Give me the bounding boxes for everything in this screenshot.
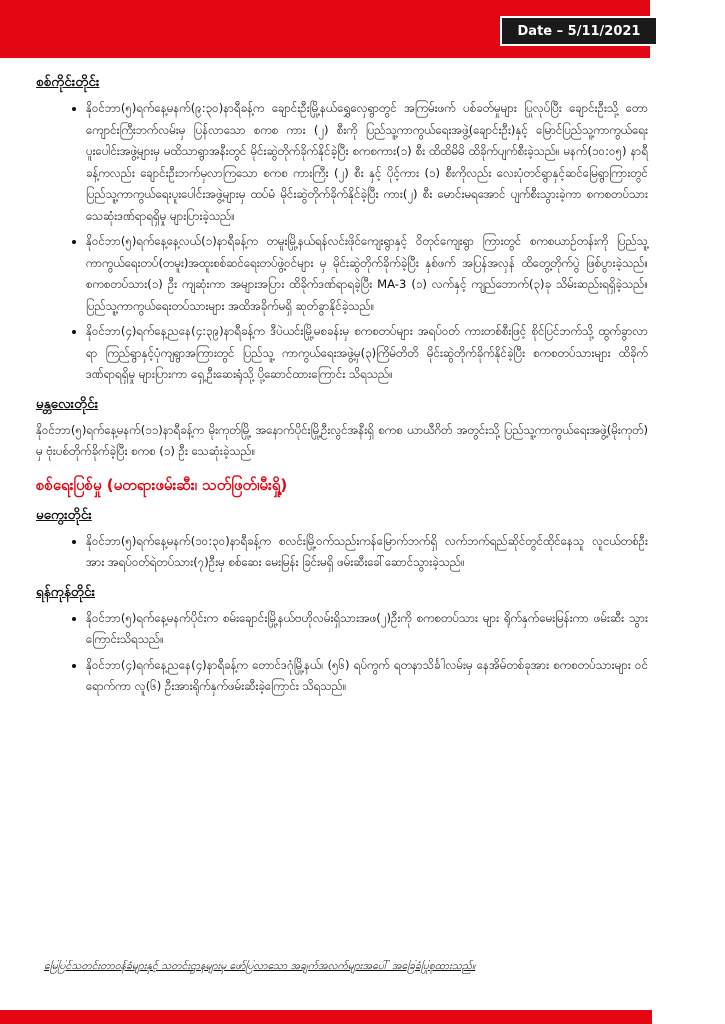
section-title-magway: မကွေးတိုင်း [36, 506, 92, 523]
list-item: • နိုဝင်ဘာ(၅)ရက်နေ့မနက်(၁၀:၃၀)နာရီခန့်က စလင်းမြို့ဝက်သည်းကန်မြောက်ဘက်ရှိ လက်ဘက်ရည်ဆိုင်တွင်ထိုင်နေသူ လူငယ်တစ်ဦးအား အရပ်ဝတ်ရဲတပ်သား(၇)ဦးမှ စစ်ဆေး မေးမြန်း ခြင်းမရှိ ဖမ်းဆီးခေါ်ဆောင်သွားခဲ့သည်။ [86, 531, 648, 574]
report-content [36, 70, 648, 704]
mandalay-paragraph: နိုဝင်ဘာ(၅)ရက်နေ့မနက်(၁၁)နာရီခန့်က မိုးကုတ်မြို့ အနောက်ပိုင်းမြို့ဦးလွင်အနီးရှိ စကစ ယာယီဂိတ် အတွင်းသို့ ပြည်သူ့ကာကွယ်ရေးအဖွဲ့(မိုးကုတ်) မှ ဗုံးပစ်တိုက်ခိုက်ခဲ့ပြီး စကစ (၁) ဦး သေဆုံးခဲ့သည်။ [36, 422, 648, 458]
list-item: • နိုဝင်ဘာ(၅)ရက်နေ့နေ့လယ်(၁)နာရီခန့်က တမူးမြို့နယ်ရန်လင်းဖိုင်ကျေးရွာနှင့် ဝိတုင်ကျေးရွာ ကြားတွင် စကစယာဉ်တန်းကို ပြည်သူ့ကာကွယ်ရေးတပ်(တမူး)အထူးစစ်ဆင်ရေးတပ်ဖွဲ့ဝင်များ မှ မိုင်းဆွဲတိုက်ခိုက်ခဲ့ပြီး နှစ်ဖက် အပြန်အလှန် ထိတွေ့တိုက်ပွဲ ဖြစ်ပွားခဲ့သည်။စကစတပ်သား(၁) ဦး ကျဆုံးကာ အများအပြား ထိခိုက်ဒဏ်ရာရခဲ့ပြီး MA-3 (၁) လက်နှင့် ကျည်ဘောက်(၃)ခု သိမ်းဆည်းရရှိခဲ့သည်။ပြည်သူ့ကာကွယ်ရေးတပ်သားများ အထိအခိုက်မရှိ ဆုတ်ခွာနိုင်ခဲ့သည်။ [86, 231, 648, 317]
section-title-yangon: ရန်ကုန်တိုင်း [36, 583, 95, 600]
list-item: • နိုဝင်ဘာ(၅)ရက်နေ့မနက်ပိုင်းက စမ်းချောင်းမြို့နယ်ဗဟိုလမ်းရှိသားအဖ(၂)ဦးကို စကစတပ်သား များ ရိုက်နှက်မေးမြန်းကာ ဖမ်းဆီး သွားကြောင်းသိရသည်။ [86, 608, 648, 651]
yangon-list [36, 608, 648, 698]
magway-list [36, 531, 648, 574]
section-title-mandalay: မန္တလေးတိုင်း [36, 395, 99, 412]
date-badge: Date – 5/11/2021 [500, 16, 658, 46]
crimes-heading: စစ်ရေးပြစ်မှု (မတရားဖမ်းဆီး၊ သတ်ဖြတ်၊မီးရှို့) [36, 475, 288, 494]
list-item: • နိုဝင်ဘာ(၄)ရက်နေ့ညနေ(၄:၃၉)နာရီခန့်က ဒီပဲယင်းမြို့မစခန်းမှ စကစတပ်များ အရပ်ဝတ် ကားတစ်စီးဖြင့် စိုင်ပြင်ဘက်သို့ ထွက်ခွာလာရာ ကြည်ရွာနှင့်ပုံကျရွာအကြားတွင် ပြည်သူ့ ကာကွယ်ရေးအဖွဲ့မှ(၃)ကြိမ်တိတိ မိုင်းဆွဲတိုက်ခိုက်နိုင်ခဲ့ပြီး စကစတပ်သားများ ထိခိုက်ဒဏ်ရာရရှိမှု များပြားကာ ရှေ့ဦးဆေးရုံသို့ ပို့ဆောင်ထားကြောင်း သိရသည်။ [86, 321, 648, 386]
list-item: • နိုဝင်ဘာ(၄)ရက်နေ့ညနေ(၄)နာရီခန့်က တောင်ဒဂုံမြို့နယ်၊ (၅၆) ရပ်ကွက် ရတနာသိင်္ခါလမ်းမှ နေအိမ်တစ်ခုအား စကစတပ်သားများ ဝင်ရောက်ကာ လူ(၆) ဦးအားရိုက်နှက်ဖမ်းဆီးခဲ့ကြောင်း သိရသည်။ [86, 655, 648, 698]
footer-source-note: မြေပြင်သတင်းတာဝန်ခံများနှင့် သတင်းဌာနများမှ ဖော်ပြလာသော အချက်အလက်များအပေါ် အခြေခံပြုစုထားသည်။ [44, 960, 476, 972]
section-title-sagaing: စစ်ကိုင်းတိုင်း [36, 74, 100, 90]
sagaing-list [36, 98, 648, 386]
list-item: • နိုဝင်ဘာ(၅)ရက်နေ့မနက်(၉:၃၀)နာရီခန့်က ချောင်းဦးမြို့နယ်ရွှေလှေရွာတွင် အကြမ်းဖက် ပစ်ခတ်မှုများ ပြုလုပ်ပြီး ချောင်းဦးသို့ တောကျောင်းကြီးဘက်လမ်းမှ ပြန်လာသော စကစ ကား (၂) စီးကို ပြည်သူ့ကာကွယ်ရေးအဖွဲ့(ချောင်းဦး)နှင့် မြောင်ပြည်သူ့ကာကွယ်ရေးပူးပေါင်းအဖွဲ့များမှ မထိသာရွာအနီးတွင် မိုင်းဆွဲတိုက်ခိုက်နိုင်ခဲ့ပြီး စကစကား(၁) စီး ထိထိမိမိ ထိခိုက်ပျက်စီးခဲ့သည်။ မနက်(၁၀:၀၅) နာရီခန့်ကလည်း ချောင်းဦးဘက်မှလာကြသော စကစ ကားကြီး (၂) စီး နှင့် ပိုင့်ကား (၁) စီးကိုလည်း လေးပုံတင်ရွာနှင့်ဆင်မြေရွာကြားတွင် ပြည်သူ့ကာကွယ်ရေးပူးပေါင်းအဖွဲ့များမှ ထပ်မံ မိုင်းဆွဲတိုက်ခိုက်နိုင်ခဲ့ပြီး ကား(၂) စီး မောင်းမရအောင် ပျက်စီးသွားခဲ့ကာ စကစတပ်သား သေဆုံးဒဏ်ရာရရှိမှု များပြားခဲ့သည်။ [86, 98, 648, 227]
footer-bar [0, 1010, 652, 1024]
